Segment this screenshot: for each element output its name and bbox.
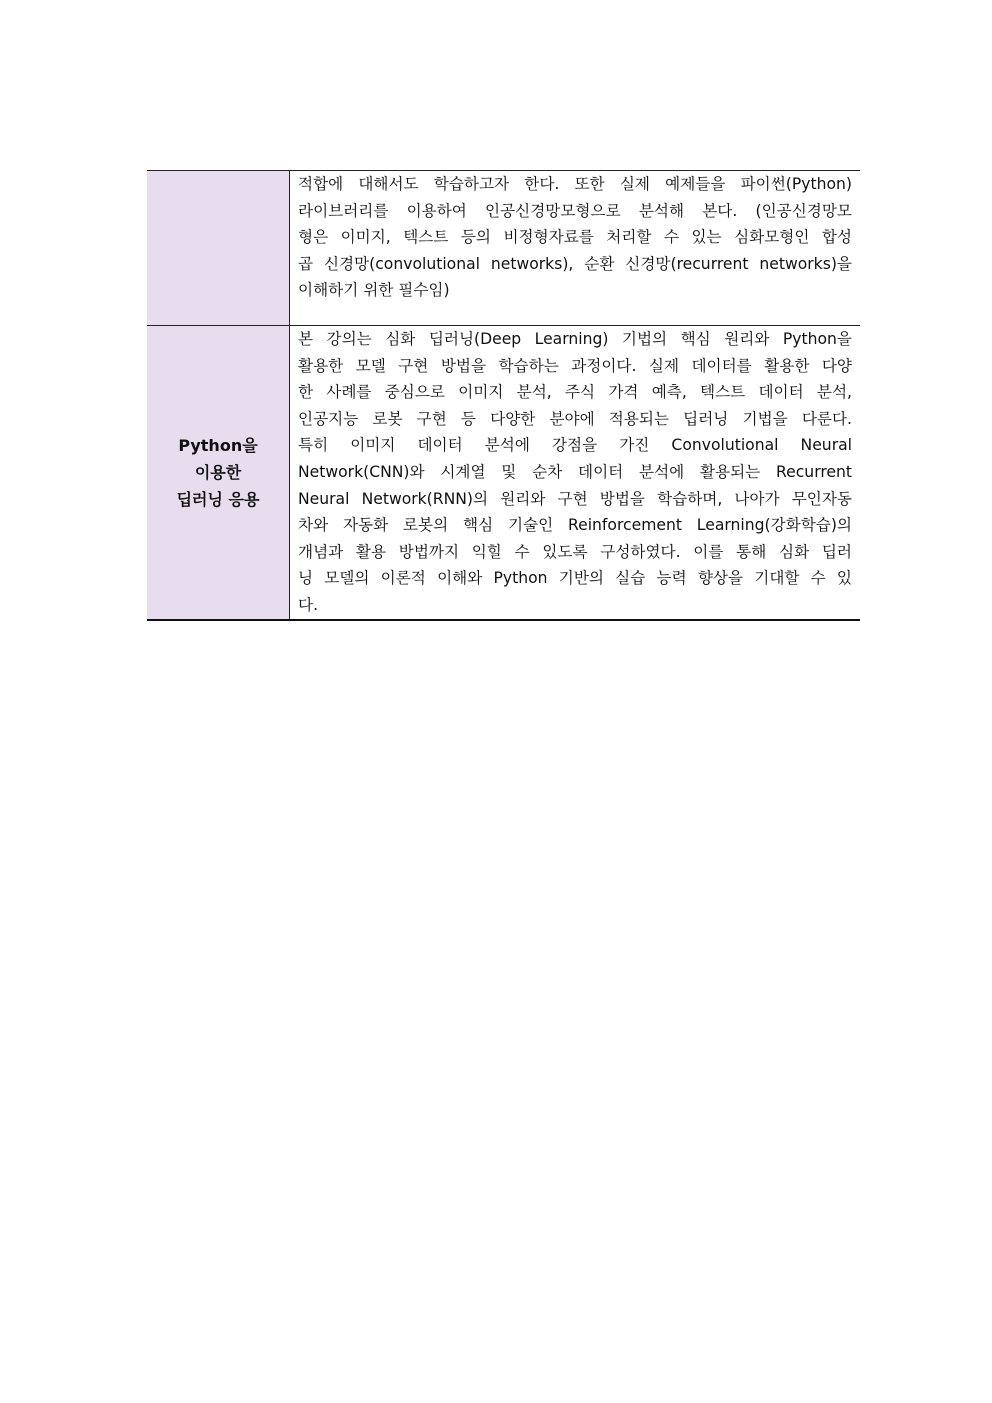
description-line: 특히 이미지 데이터 분석에 강점을 가진 Convolutional Neural <box>298 436 852 455</box>
description-line: 다. <box>298 595 319 614</box>
description-line: 곱 신경망(convolutional networks), 순환 신경망(recurrent networks)을 <box>298 254 852 273</box>
description-line: 본 강의는 심화 딥러닝(Deep Learning) 기법의 핵심 원리와 Python을 <box>298 330 852 348</box>
description-line: 개념과 활용 방법까지 익힐 수 있도록 구성하였다. 이를 통해 심화 딥러 <box>298 542 852 561</box>
table-row <box>147 171 860 326</box>
description-line: 한 사례를 중심으로 이미지 분석, 주식 가격 예측, 텍스트 데이터 분석, <box>298 383 852 402</box>
row-label-cell <box>147 171 290 326</box>
row-description-cell <box>290 326 861 620</box>
description-line: Network(CNN)와 시계열 및 순차 데이터 분석에 활용되는 Recurrent <box>298 462 852 481</box>
course-title-line: Python을 <box>178 435 258 455</box>
description-line: Neural Network(RNN)의 원리와 구현 방법을 학습하며, 나아가 무인자동 <box>298 489 852 508</box>
course-title-line: 이용한 <box>194 462 242 482</box>
description-line: 적합에 대해서도 학습하고자 한다. 또한 실제 예제들을 파이썬(Python) <box>298 175 852 193</box>
course-title-line: 딥러닝 응용 <box>176 489 260 509</box>
course-description-table <box>147 170 860 621</box>
row-description-cell <box>290 171 861 326</box>
description-line: 인공지능 로봇 구현 등 다양한 분야에 적용되는 딥러닝 기법을 다룬다. <box>298 409 852 428</box>
table-row <box>147 326 860 620</box>
description-line: 닝 모델의 이론적 이해와 Python 기반의 실습 능력 향상을 기대할 수 있 <box>298 569 852 588</box>
description-line: 라이브러리를 이용하여 인공신경망모형으로 분석해 본다. (인공신경망모 <box>298 201 852 220</box>
description-line: 형은 이미지, 텍스트 등의 비정형자료를 처리할 수 있는 심화모형인 합성 <box>298 228 852 247</box>
description-line: 활용한 모델 구현 방법을 학습하는 과정이다. 실제 데이터를 활용한 다양 <box>298 356 852 375</box>
description-line: 차와 자동화 로봇의 핵심 기술인 Reinforcement Learning(강화학습)의 <box>298 516 852 535</box>
row-label-cell <box>147 326 290 620</box>
description-line: 이해하기 위한 필수임) <box>298 281 450 300</box>
